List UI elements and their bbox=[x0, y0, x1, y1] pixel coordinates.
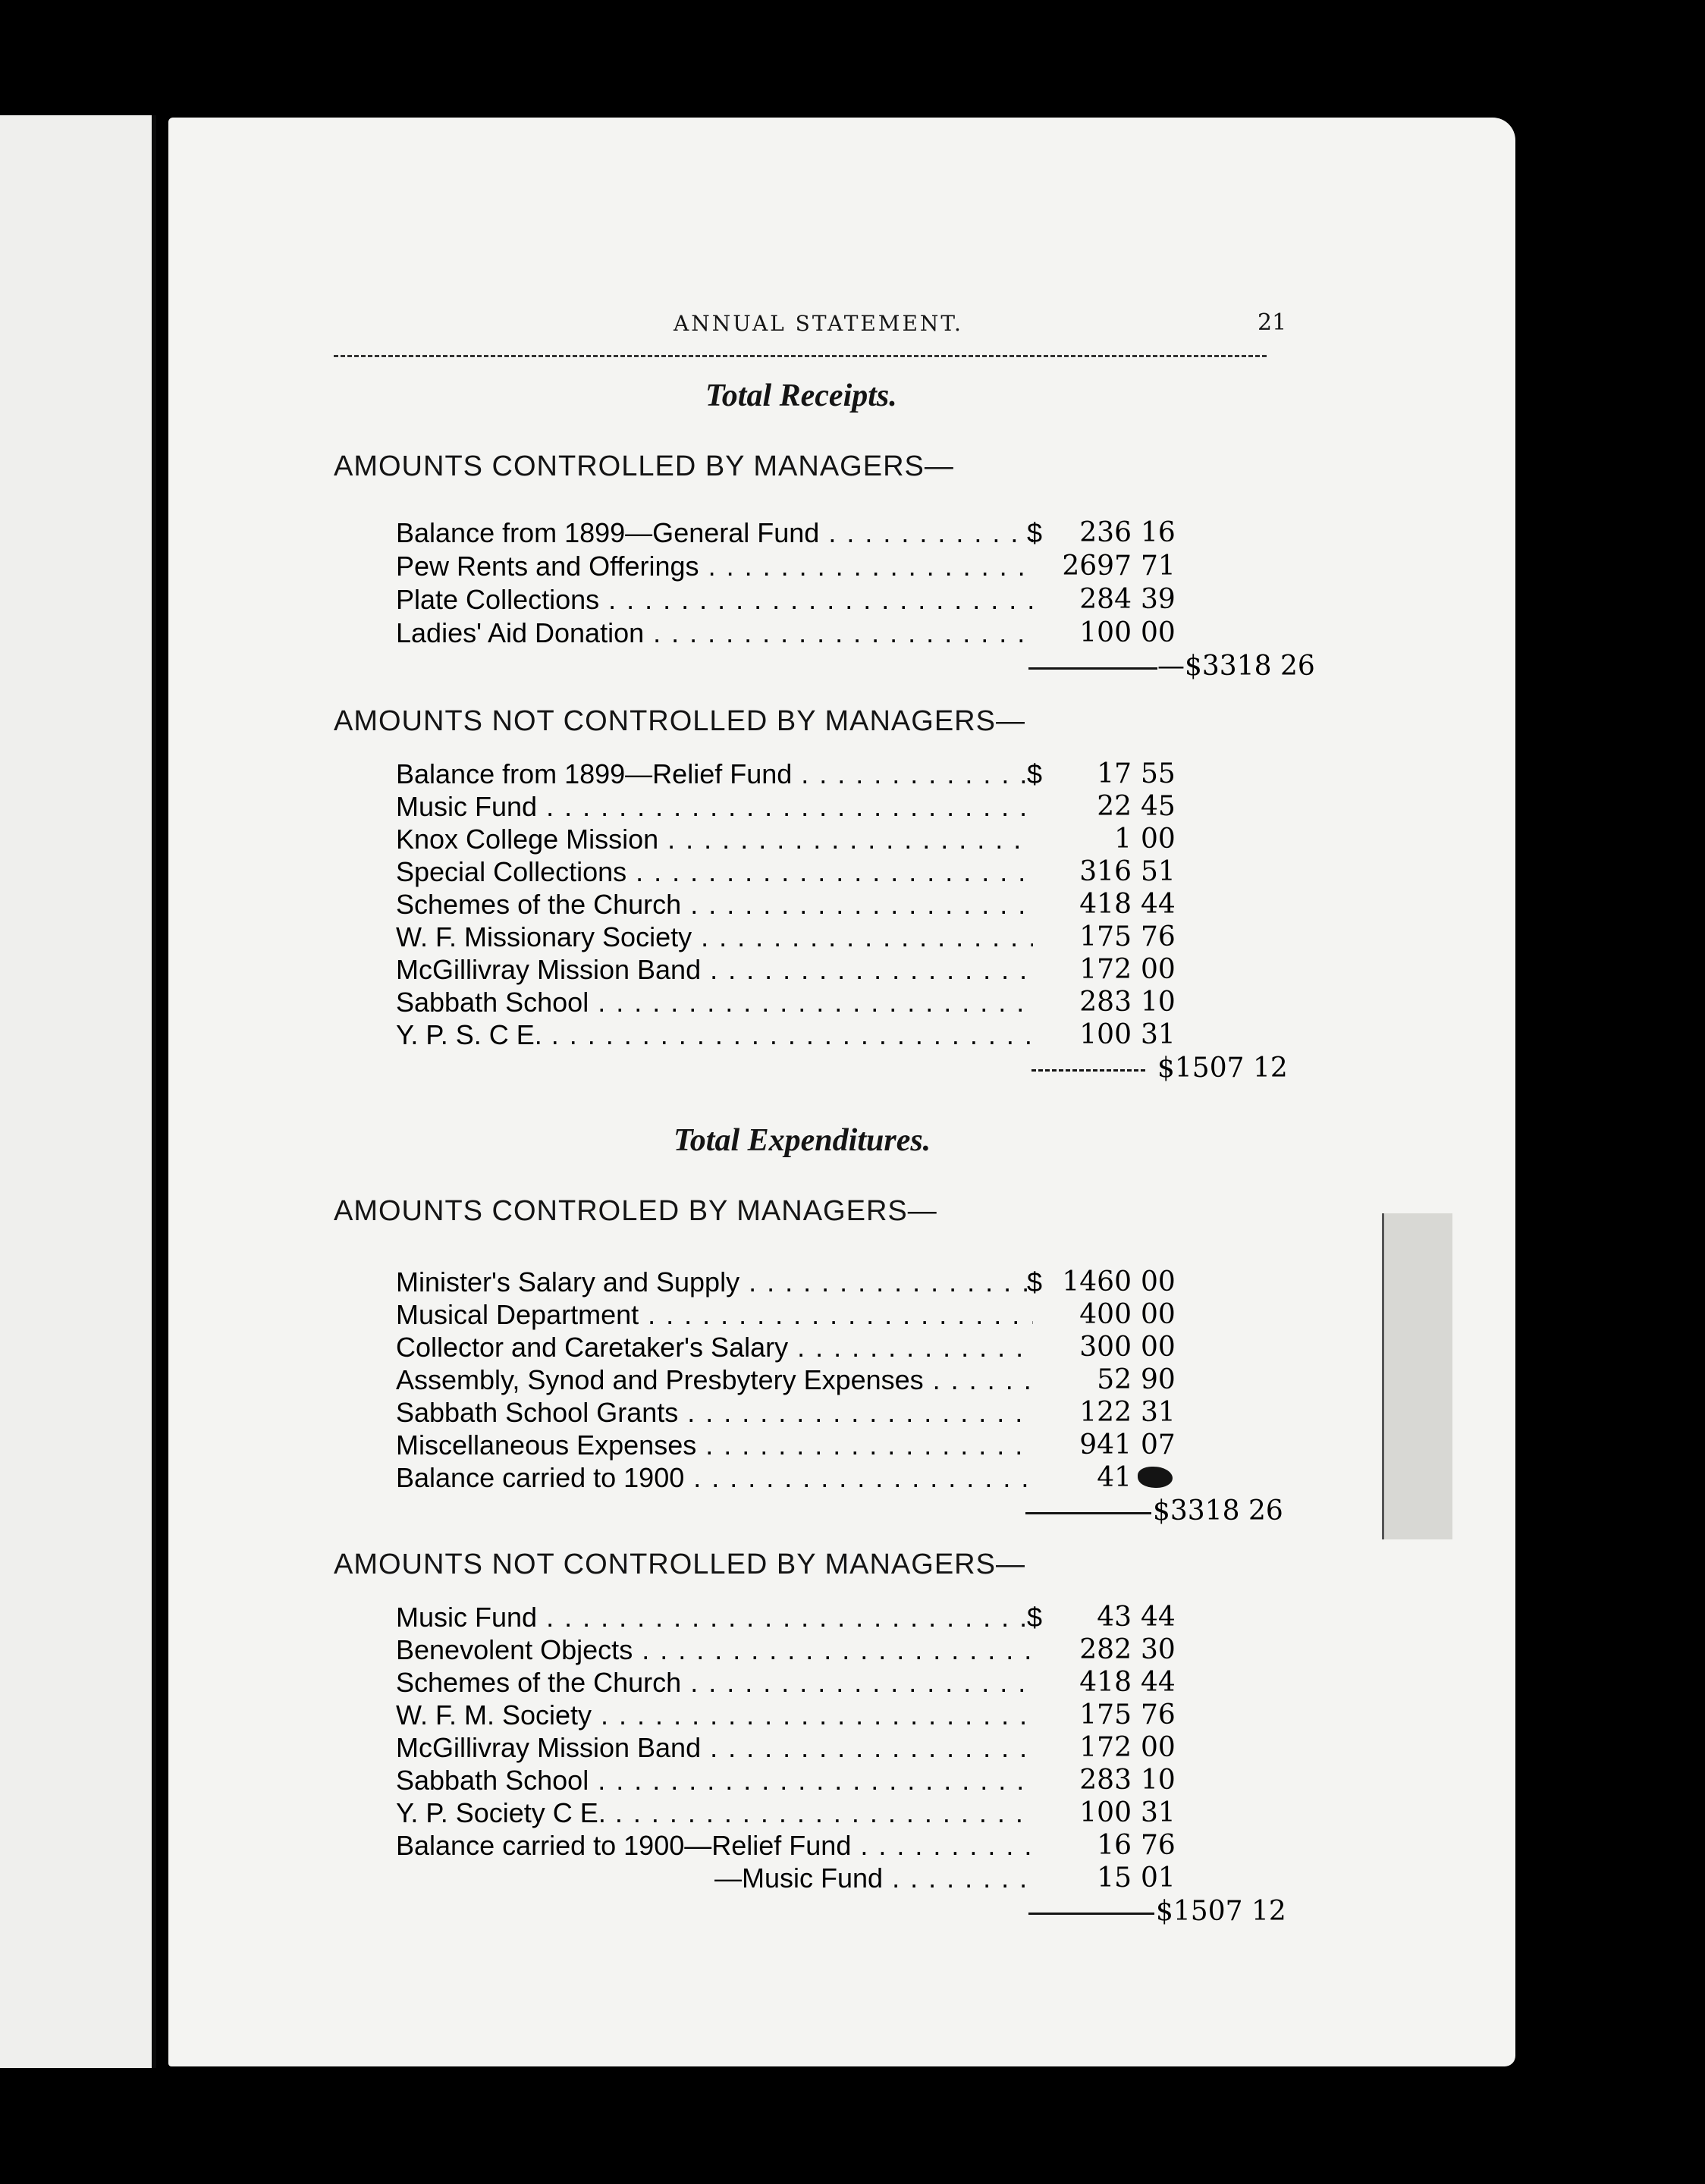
header-rule bbox=[334, 355, 1267, 357]
entry-label: Schemes of the Church . . . bbox=[396, 1667, 1033, 1699]
entry-label: Sabbath School Grants . . . bbox=[396, 1397, 1033, 1429]
entry-amount: 236 bbox=[1079, 517, 1132, 548]
dollar-sign: $ bbox=[1027, 1602, 1043, 1633]
entry-label: Balance from 1899—General Fund . . . bbox=[396, 517, 1033, 549]
receipts-controlled-heading: AMOUNTS CONTROLLED BY MANAGERS— bbox=[334, 450, 954, 482]
adjacent-page-edge bbox=[0, 115, 152, 2068]
entry-label: —Music Fund . . . bbox=[396, 1862, 1033, 1894]
subtotal-line bbox=[1031, 1053, 1297, 1086]
entry-label: Miscellaneous Expenses . . . bbox=[396, 1429, 1033, 1461]
entry-label: Y. P. Society C E. . . . bbox=[396, 1797, 1033, 1829]
ledger-entry bbox=[396, 584, 1176, 617]
entry-label: Sabbath School . . . bbox=[396, 987, 1033, 1018]
ledger-entry bbox=[396, 856, 1176, 890]
ledger-entry bbox=[396, 1797, 1176, 1831]
entry-amount: 100 bbox=[1079, 1797, 1132, 1828]
entry-amount: 122 bbox=[1079, 1397, 1132, 1428]
entry-label: W. F. Missionary Society . . . bbox=[396, 921, 1033, 953]
entry-cents: 39 bbox=[1141, 584, 1176, 615]
ink-blot bbox=[1138, 1467, 1173, 1488]
entry-label: McGillivray Mission Band . . . bbox=[396, 1732, 1033, 1764]
entry-amount: 283 bbox=[1079, 1765, 1132, 1796]
dollar-sign: $ bbox=[1027, 758, 1043, 789]
entry-label: Collector and Caretaker's Salary . . . bbox=[396, 1332, 1033, 1363]
entry-label: Schemes of the Church . . . bbox=[396, 889, 1033, 921]
entry-amount: 1 bbox=[1114, 824, 1132, 855]
expenditures-not-controlled-heading: AMOUNTS NOT CONTROLLED BY MANAGERS— bbox=[334, 1549, 1025, 1580]
ledger-entry bbox=[396, 987, 1176, 1020]
ledger-entry bbox=[396, 617, 1176, 651]
entry-amount: 1460 bbox=[1062, 1266, 1132, 1298]
entry-cents: 00 bbox=[1141, 617, 1176, 648]
ledger-entry bbox=[396, 889, 1176, 922]
entry-label: Music Fund . . . bbox=[396, 1602, 1033, 1633]
ledger-entry bbox=[396, 758, 1176, 792]
ledger-entry bbox=[396, 1332, 1176, 1365]
entry-label: Plate Collections . . . bbox=[396, 584, 1033, 616]
ledger-entry bbox=[396, 1699, 1176, 1733]
ledger-entry bbox=[396, 1830, 1176, 1863]
entry-amount: 43 bbox=[1097, 1602, 1132, 1633]
entry-amount: 16 bbox=[1097, 1830, 1132, 1861]
entry-cents: 90 bbox=[1141, 1364, 1176, 1395]
entry-cents: 00 bbox=[1141, 1332, 1176, 1363]
subtotal-line bbox=[1028, 1896, 1294, 1929]
subtotal-rule bbox=[1031, 1069, 1145, 1072]
entry-label: Balance carried to 1900 . . . bbox=[396, 1462, 1033, 1494]
entry-cents: 51 bbox=[1141, 856, 1176, 887]
entry-amount: 100 bbox=[1079, 617, 1132, 648]
ledger-entry bbox=[396, 551, 1176, 584]
entry-label: McGillivray Mission Band . . . bbox=[396, 954, 1033, 986]
entry-label: Benevolent Objects . . . bbox=[396, 1634, 1033, 1666]
entry-cents: 44 bbox=[1141, 1602, 1176, 1633]
ledger-entry bbox=[396, 517, 1176, 551]
entry-cents: 00 bbox=[1141, 954, 1176, 985]
ledger-entry bbox=[396, 1429, 1176, 1463]
ledger-entry bbox=[396, 791, 1176, 824]
entry-cents: 00 bbox=[1141, 1732, 1176, 1763]
entry-amount: 941 bbox=[1079, 1429, 1132, 1461]
running-head: ANNUAL STATEMENT. bbox=[674, 311, 963, 336]
entry-cents: 44 bbox=[1141, 1667, 1176, 1698]
ledger-entry bbox=[396, 921, 1176, 955]
entry-amount: 418 bbox=[1079, 1667, 1132, 1698]
dollar-sign: $ bbox=[1027, 1266, 1043, 1298]
entry-amount: 282 bbox=[1079, 1634, 1132, 1665]
entry-cents: 55 bbox=[1141, 758, 1176, 789]
dollar-sign: $ bbox=[1027, 517, 1043, 548]
ledger-entry bbox=[396, 1462, 1170, 1495]
entry-amount: 418 bbox=[1079, 889, 1132, 920]
page-number: 21 bbox=[1258, 309, 1287, 336]
ledger-entry bbox=[396, 1732, 1176, 1765]
ledger-entry bbox=[396, 1765, 1176, 1798]
receipts-title: Total Receipts. bbox=[705, 378, 897, 413]
entry-amount: 52 bbox=[1097, 1364, 1132, 1395]
ledger-entry bbox=[396, 1634, 1176, 1668]
entry-label: W. F. M. Society . . . bbox=[396, 1699, 1033, 1731]
ledger-entry bbox=[396, 1299, 1176, 1332]
entry-amount: 100 bbox=[1079, 1019, 1132, 1050]
entry-amount: 400 bbox=[1079, 1299, 1132, 1330]
entry-amount: 172 bbox=[1079, 954, 1132, 985]
entry-label: Pew Rents and Offerings . . . bbox=[396, 551, 1033, 582]
entry-cents: 71 bbox=[1141, 551, 1176, 582]
entry-cents: 31 bbox=[1141, 1797, 1176, 1828]
ledger-entry bbox=[396, 1364, 1176, 1398]
entry-cents: 44 bbox=[1141, 889, 1176, 920]
entry-cents: 45 bbox=[1141, 791, 1176, 822]
receipts-not-controlled-heading: AMOUNTS NOT CONTROLLED BY MANAGERS— bbox=[334, 705, 1025, 737]
entry-label: Music Fund . . . bbox=[396, 791, 1033, 823]
subtotal-amount: $1507 12 bbox=[1157, 1053, 1288, 1084]
entry-cents: 00 bbox=[1141, 1266, 1176, 1298]
entry-amount: 175 bbox=[1079, 921, 1132, 952]
entry-amount: 17 bbox=[1097, 758, 1132, 789]
entry-label: Balance from 1899—Relief Fund . . . bbox=[396, 758, 1033, 790]
entry-cents: 76 bbox=[1141, 1830, 1176, 1861]
entry-cents: 10 bbox=[1141, 987, 1176, 1018]
ledger-entry bbox=[396, 1602, 1176, 1635]
entry-label: Minister's Salary and Supply . . . bbox=[396, 1266, 1033, 1298]
entry-label: Y. P. S. C E. . . . bbox=[396, 1019, 1033, 1051]
entry-amount: 175 bbox=[1079, 1699, 1132, 1731]
entry-amount: 2697 bbox=[1062, 551, 1132, 582]
entry-amount: 283 bbox=[1079, 987, 1132, 1018]
ledger-entry bbox=[396, 954, 1176, 987]
entry-label: Assembly, Synod and Presbytery Expenses . . . bbox=[396, 1364, 1033, 1396]
entry-label: Knox College Mission . . . bbox=[396, 824, 1033, 855]
entry-label: Ladies' Aid Donation . . . bbox=[396, 617, 1033, 649]
entry-label: Musical Department . . . bbox=[396, 1299, 1033, 1331]
entry-cents: 00 bbox=[1141, 1299, 1176, 1330]
entry-amount: 316 bbox=[1079, 856, 1132, 887]
entry-cents: 01 bbox=[1141, 1862, 1176, 1894]
entry-cents: 10 bbox=[1141, 1765, 1176, 1796]
ledger-entry bbox=[396, 1266, 1176, 1300]
entry-amount: 22 bbox=[1097, 791, 1132, 822]
entry-cents: 07 bbox=[1141, 1429, 1176, 1461]
entry-cents: 16 bbox=[1141, 517, 1176, 548]
binding-gutter bbox=[152, 115, 156, 2068]
entry-amount: 172 bbox=[1079, 1732, 1132, 1763]
entry-amount: 15 bbox=[1097, 1862, 1132, 1894]
entry-cents: 31 bbox=[1141, 1019, 1176, 1050]
ledger-entry bbox=[396, 824, 1176, 857]
expenditures-controlled-heading: AMOUNTS CONTROLED BY MANAGERS— bbox=[334, 1195, 937, 1227]
subtotal-line bbox=[1028, 651, 1315, 684]
entry-cents: 76 bbox=[1141, 1699, 1176, 1731]
subtotal-line bbox=[1025, 1495, 1291, 1529]
subtotal-rule bbox=[1025, 1512, 1151, 1514]
entry-amount: 284 bbox=[1079, 584, 1132, 615]
subtotal-rule bbox=[1028, 1913, 1154, 1915]
expenditures-title: Total Expenditures. bbox=[674, 1123, 931, 1158]
entry-cents: 31 bbox=[1141, 1397, 1176, 1428]
subtotal-amount: $1507 12 bbox=[1156, 1896, 1286, 1927]
entry-cents: 30 bbox=[1141, 1634, 1176, 1665]
entry-label: Sabbath School . . . bbox=[396, 1765, 1033, 1796]
entry-cents: 00 bbox=[1141, 824, 1176, 855]
ledger-entry bbox=[396, 1397, 1176, 1430]
ledger-entry bbox=[396, 1667, 1176, 1700]
entry-label: Special Collections . . . bbox=[396, 856, 1033, 888]
entry-amount: 41 bbox=[1097, 1462, 1132, 1493]
subtotal-amount: —$3318 26 bbox=[1157, 651, 1315, 682]
entry-label: Balance carried to 1900—Relief Fund . . . bbox=[396, 1830, 1033, 1862]
ledger-entry bbox=[396, 1862, 1176, 1896]
entry-amount: 300 bbox=[1079, 1332, 1132, 1363]
ledger-entry bbox=[396, 1019, 1176, 1053]
subtotal-amount: $3318 26 bbox=[1153, 1495, 1283, 1527]
subtotal-rule bbox=[1028, 667, 1157, 670]
torn-page-edge bbox=[1382, 1213, 1452, 1539]
entry-cents: 76 bbox=[1141, 921, 1176, 952]
